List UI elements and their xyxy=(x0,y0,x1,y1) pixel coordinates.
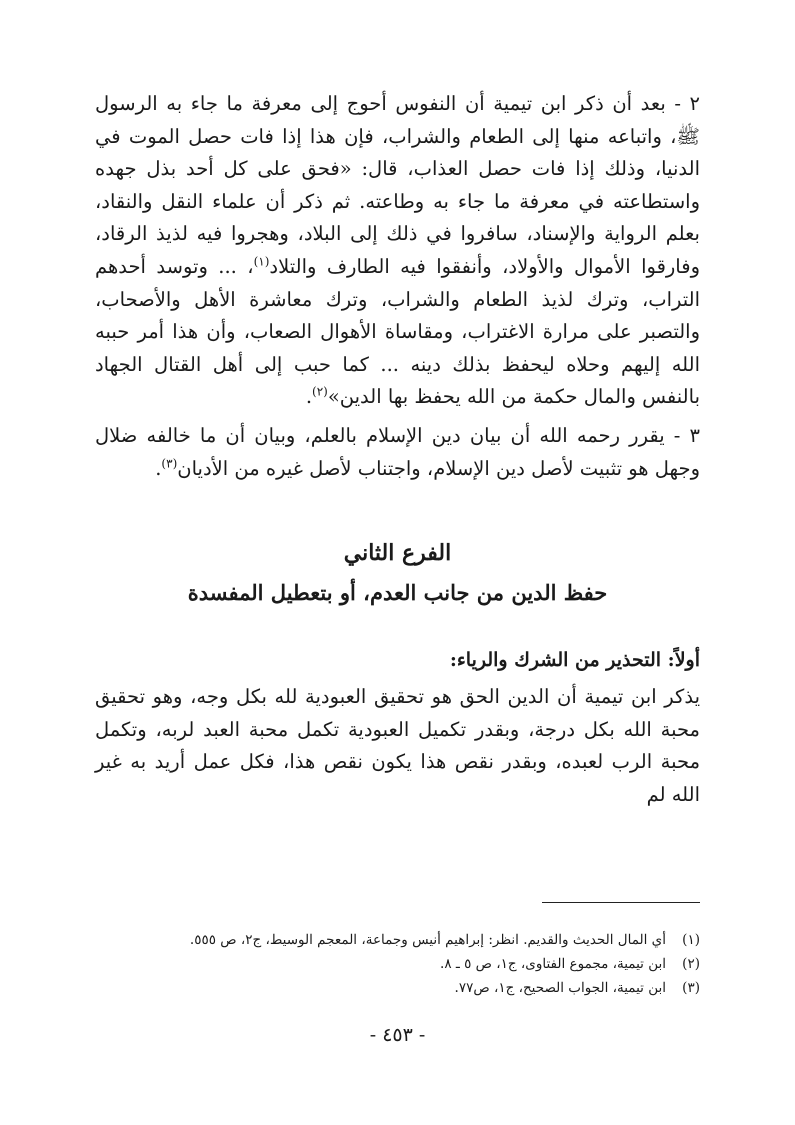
p2-line-4: واستطاعته في معرفة ما جاء به وطاعته. ثم ذكر أن علماء النقل والنقاد، بعلم xyxy=(95,189,700,246)
section-title: الفرع الثاني xyxy=(343,540,452,567)
p4-line-1: يذكر ابن تيمية أن الدين الحق هو تحقيق العبودية لله بكل وجه، وهو تحقيق xyxy=(95,685,700,709)
footnote-3-number: (٣) xyxy=(682,980,700,996)
p2-line-9: وحلاه ليحفظ بذلك دينه ... كما حبب إلى أهل القتال الجهاد بالنفس والمال xyxy=(95,352,700,409)
p2-line-10: حكمة من الله يحفظ بها الدين» xyxy=(327,385,578,409)
footnote-1-text: أي المال الحديث والقديم. انظر: إبراهيم أنيس وجماعة، المعجم الوسيط، ج٢، ص ٥٥٥. xyxy=(189,932,666,948)
paragraph-2 xyxy=(95,88,700,414)
subheading: أولاً: التحذير من الشرك والرياء: xyxy=(449,649,700,672)
p3-line-2: وجهل هو تثبيت لأصل دين الإسلام، واجتناب لأصل غيره من الأديان xyxy=(177,456,700,480)
footnote-2-text: ابن تيمية، مجموع الفتاوى، ج١، ص ٥ ـ ٨. xyxy=(440,956,666,972)
page-number: - ٤٥٣ - xyxy=(369,1024,426,1046)
footnote-2-number: (٢) xyxy=(682,956,700,972)
p2-line-2: ﷺ، واتباعه منها إلى الطعام والشراب، فإن هذا إذا فات حصل الموت في xyxy=(95,124,700,148)
section-heading xyxy=(95,533,700,613)
p2-line-3: الدنيا، وذلك إذا فات حصل العذاب، قال: «فحق على كل أحد بذل جهده xyxy=(95,157,700,181)
footnote-2 xyxy=(95,952,700,976)
footnotes xyxy=(95,928,700,1000)
p4-line-3: الرب لعبده، وبقدر نقص هذا يكون نقص هذا، فكل عمل أريد به غير الله لم xyxy=(95,750,700,806)
p2-line-1: ٢ - بعد أن ذكر ابن تيمية أن النفوس أحوج إلى معرفة ما جاء به الرسول xyxy=(95,92,700,115)
footnote-3 xyxy=(95,976,700,1000)
section-subtitle: حفظ الدين من جانب العدم، أو بتعطيل المفسدة xyxy=(187,580,608,606)
p2-line-5: الرواية والإسناد، سافروا في ذلك إلى البلاد، وهجروا فيه لذيذ الرقاد، وفارقوا xyxy=(95,222,700,278)
paragraph-3 xyxy=(95,420,700,485)
p3-line-1: ٣ - يقرر رحمه الله أن بيان دين الإسلام بالعلم، وبيان أن ما خالفه ضلال xyxy=(95,423,700,447)
footnote-ref-2[interactable]: (٢) xyxy=(312,384,328,399)
footnote-ref-1[interactable]: (١) xyxy=(253,254,270,269)
page-body xyxy=(95,88,700,812)
footnote-separator xyxy=(542,902,700,903)
p2-end: . xyxy=(305,385,313,409)
footnote-3-text: ابن تيمية، الجواب الصحيح، ج١، ص٧٧. xyxy=(454,980,666,996)
p3-end: . xyxy=(155,456,162,480)
footnote-ref-3[interactable]: (٣) xyxy=(161,456,178,471)
footnote-1 xyxy=(95,928,700,952)
paragraph-4 xyxy=(95,681,700,811)
p2-line-7: وترك لذيذ الطعام والشراب، وترك معاشرة الأهل والأصحاب، والتصبر على xyxy=(95,287,700,344)
p2-line-6b: ، ... وتوسد أحدهم التراب، xyxy=(95,254,701,311)
p2-line-8: مرارة الاغتراب، ومقاساة الأهوال الصعاب، وأن هذا أمر حببه الله إليهم xyxy=(95,320,700,376)
p4-line-2: محبة الله بكل درجة، وبقدر تكميل العبودية تكمل محبة العبد لربه، وتكمل محبة xyxy=(95,717,701,774)
footnote-1-number: (١) xyxy=(682,932,700,948)
p2-line-6: الأموال والأولاد، وأنفقوا فيه الطارف والتلاد xyxy=(269,254,631,278)
